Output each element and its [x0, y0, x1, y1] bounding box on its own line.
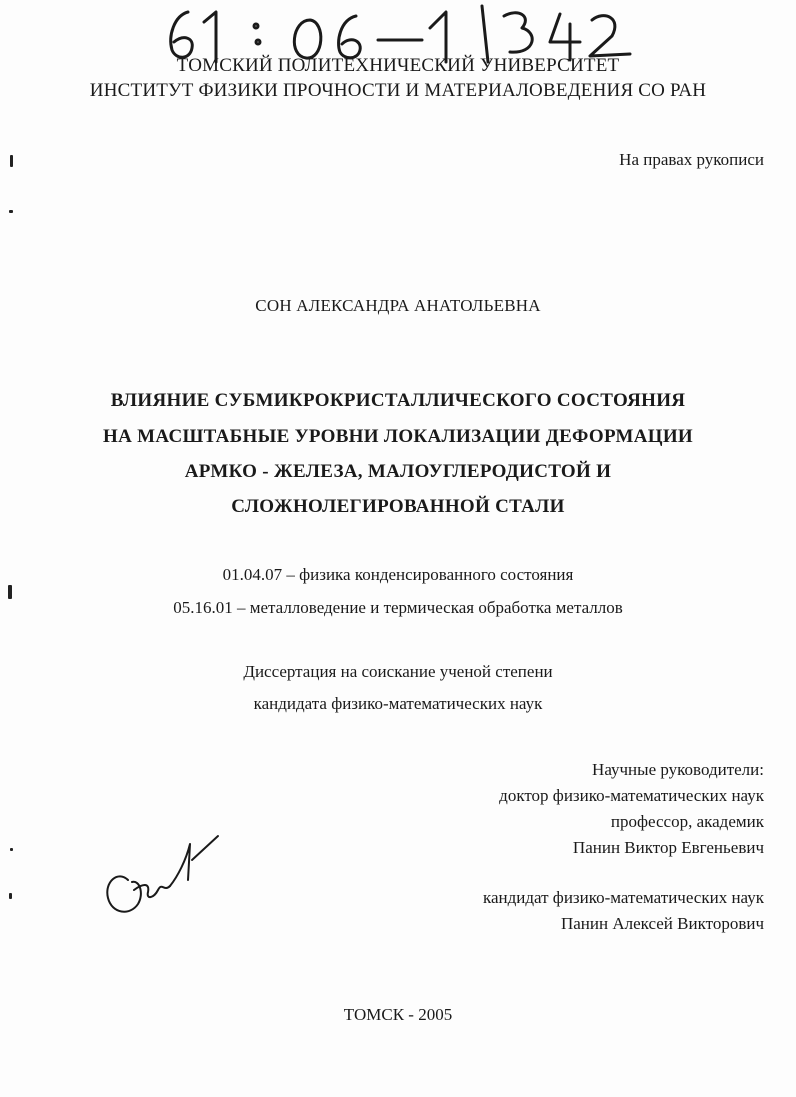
title-line-1: ВЛИЯНИЕ СУБМИКРОКРИСТАЛЛИЧЕСКОГО СОСТОЯНИЯ [110, 390, 686, 411]
specialty-1: 01.04.07 – физика конденсированного состояния [222, 565, 574, 584]
degree-line-1: Диссертация на соискание ученой степени [243, 662, 553, 681]
supervisor-1-title: профессор, академик [610, 812, 764, 831]
supervisor-1-name: Панин Виктор Евгеньевич [572, 838, 764, 857]
scan-speck [10, 155, 13, 167]
specialty-2: 05.16.01 – металловедение и термическая обработка металлов [173, 598, 623, 617]
scan-speck [8, 585, 12, 599]
city-year: ТОМСК - 2005 [343, 1005, 453, 1024]
supervisor-1-degree: доктор физико-математических наук [499, 786, 764, 805]
scan-speck [9, 893, 12, 899]
degree-line-2: кандидата физико-математических наук [253, 694, 543, 713]
author-name: СОН АЛЕКСАНДРА АНАТОЛЬЕВНА [255, 296, 541, 315]
scan-speck [10, 848, 13, 851]
supervisors-heading: Научные руководители: [592, 760, 764, 779]
handwritten-signature [98, 820, 228, 930]
scan-speck [9, 210, 13, 213]
supervisor-2-degree: кандидат физико-математических наук [482, 888, 764, 907]
manuscript-rights: На правах рукописи [619, 150, 764, 169]
supervisor-2-name: Панин Алексей Викторович [560, 914, 764, 933]
title-line-3: АРМКО - ЖЕЛЕЗА, МАЛОУГЛЕРОДИСТОЙ И [184, 461, 612, 482]
university-name: ТОМСКИЙ ПОЛИТЕХНИЧЕСКИЙ УНИВЕРСИТЕТ [176, 55, 620, 76]
institute-name: ИНСТИТУТ ФИЗИКИ ПРОЧНОСТИ И МАТЕРИАЛОВЕДЕНИЯ СО РАН [89, 80, 707, 101]
title-line-2: НА МАСШТАБНЫЕ УРОВНИ ЛОКАЛИЗАЦИИ ДЕФОРМАЦИИ [102, 426, 694, 447]
title-line-4: СЛОЖНОЛЕГИРОВАННОЙ СТАЛИ [231, 496, 565, 517]
